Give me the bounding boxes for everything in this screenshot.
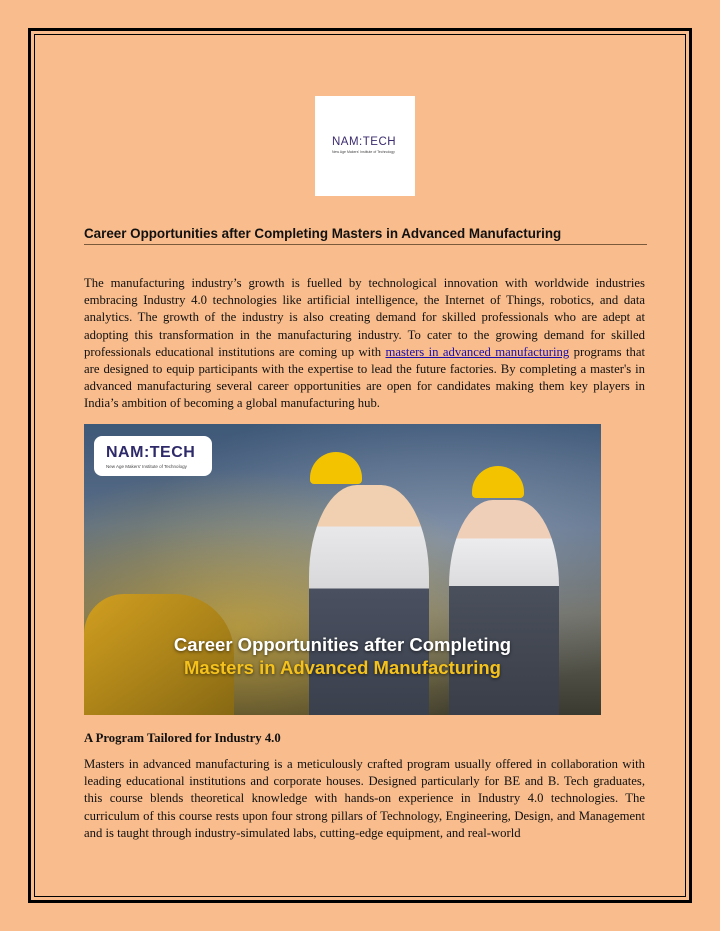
hero-logo-badge	[94, 436, 212, 476]
namtech-logo	[315, 96, 415, 196]
hero-caption-line2: Masters in Advanced Manufacturing	[184, 657, 501, 678]
worker-figure	[309, 485, 429, 715]
worker-figure	[449, 500, 559, 715]
intro-text-end: programs that are designed to equip participants with the expertise to lead the future factories. By completing a master's in advanced manufacturing several career opportunities are open for candidates making them key players in India’s ambition of becoming a global manufacturing hub.	[84, 344, 645, 411]
logo-tagline: New Age Makers' Institute of Technology	[332, 150, 395, 154]
hard-hat-icon	[472, 466, 524, 498]
hero-caption-line1: Career Opportunities after Completing	[173, 634, 512, 655]
intro-paragraph	[84, 275, 645, 413]
hero-logo-brand: NAM:TECH	[106, 444, 196, 461]
article-title: Career Opportunities after Completing Masters in Advanced Manufacturing	[84, 226, 647, 245]
section-heading: A Program Tailored for Industry 4.0	[84, 731, 281, 745]
logo-brand: NAM:TECH	[332, 136, 397, 148]
hero-logo-tagline: New Age Makers' Institute of Technology	[106, 464, 187, 469]
section-paragraph: Masters in advanced manufacturing is a meticulously crafted program usually offered in collaboration with leading educational institutions and corporate houses. Designed particularly for BE and B. Tech graduates, this course blends theoretical knowledge with hands-on experience in Industry 4.0 technologies. The curriculum of this course rests upon four strong pillars of Technology, Engineering, Design, and Management and is taught through industry-simulated labs, cutting-edge equipment, and real-world	[84, 757, 645, 840]
intro-text-start: The manufacturing industry’s growth is fuelled by technological innovation with worldwide industries embracing Industry 4.0 technologies like artificial intelligence, the Internet of Things, robotics, and data analytics. The growth of the industry is also creating demand for skilled professionals who are adept at adopting this transformation in the manufacturing industry. To cater to the growing demand for skilled professionals educational institutions are coming up with	[84, 276, 645, 359]
hero-image	[84, 424, 601, 715]
masters-link[interactable]: masters in advanced manufacturing	[385, 344, 570, 359]
hard-hat-icon	[310, 452, 362, 484]
